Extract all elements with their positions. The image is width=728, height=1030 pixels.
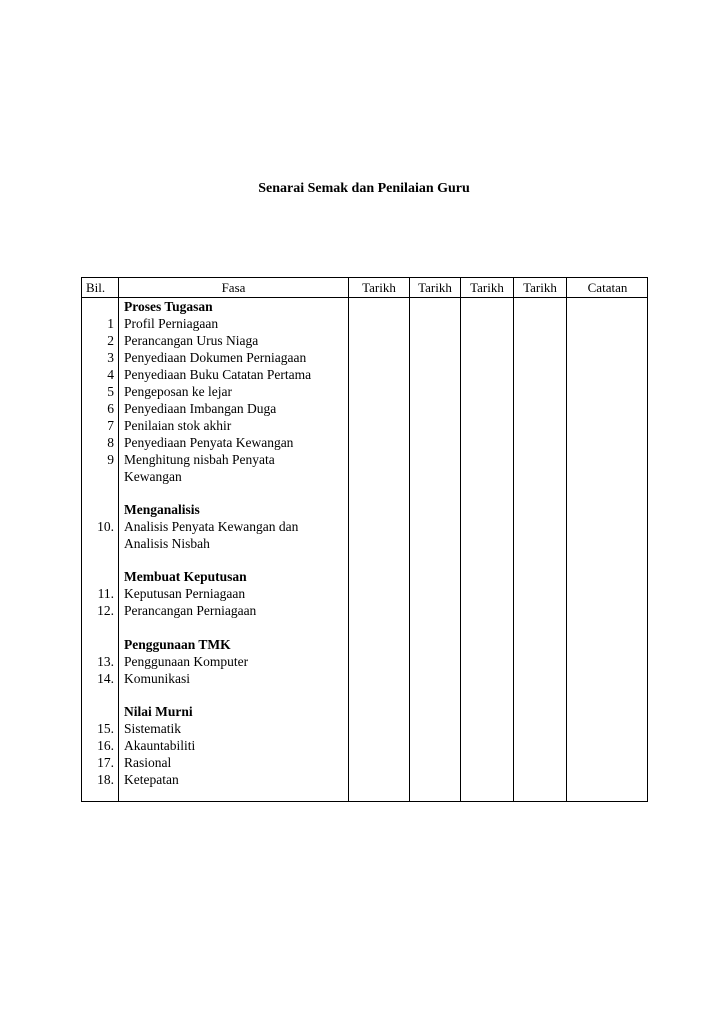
- section-heading: Penggunaan TMK: [124, 637, 231, 652]
- header-tarikh-1: Tarikh: [362, 280, 396, 295]
- row-label: Profil Perniagaan: [124, 316, 219, 331]
- row-number: 17.: [97, 755, 114, 770]
- section-heading: Menganalisis: [124, 502, 200, 517]
- header-fasa: Fasa: [221, 280, 246, 295]
- row-number: 16.: [97, 738, 114, 753]
- column-divider: [118, 278, 119, 801]
- row-label: Menghitung nisbah Penyata Kewangan: [124, 452, 275, 484]
- row-number: 15.: [97, 721, 114, 736]
- row-number: 2: [107, 333, 114, 348]
- row-number: 14.: [97, 671, 114, 686]
- row-label: Perancangan Perniagaan: [124, 603, 257, 618]
- header-tarikh-3: Tarikh: [470, 280, 504, 295]
- row-label: Penyediaan Imbangan Duga: [124, 401, 277, 416]
- row-number: 13.: [97, 654, 114, 669]
- row-label: Penggunaan Komputer: [124, 654, 249, 669]
- row-label: Keputusan Perniagaan: [124, 586, 246, 601]
- row-label: Sistematik: [124, 721, 181, 736]
- header-tarikh-4: Tarikh: [523, 280, 557, 295]
- row-number: 18.: [97, 772, 114, 787]
- column-divider: [513, 278, 514, 801]
- header-bil: Bil.: [86, 280, 106, 295]
- checklist-table: [81, 277, 648, 802]
- row-number: 3: [107, 350, 114, 365]
- row-label: Penyediaan Penyata Kewangan: [124, 435, 294, 450]
- row-label: Penyediaan Dokumen Perniagaan: [124, 350, 307, 365]
- row-label: Akauntabiliti: [124, 738, 196, 753]
- column-divider: [566, 278, 567, 801]
- row-number: 5: [107, 384, 114, 399]
- row-number: 12.: [97, 603, 114, 618]
- row-label: Analisis Penyata Kewangan dan Analisis Nisbah: [124, 519, 299, 551]
- column-divider: [460, 278, 461, 801]
- section-heading: Nilai Murni: [124, 704, 193, 719]
- row-number: 6: [107, 401, 114, 416]
- row-number: 7: [107, 418, 114, 433]
- header-catatan: Catatan: [587, 280, 628, 295]
- row-label: Ketepatan: [124, 772, 179, 787]
- row-label: Rasional: [124, 755, 172, 770]
- row-number: 1: [107, 316, 114, 331]
- row-label: Komunikasi: [124, 671, 190, 686]
- row-label: Penyediaan Buku Catatan Pertama: [124, 367, 312, 382]
- page-title: Senarai Semak dan Penilaian Guru: [258, 181, 470, 196]
- column-divider: [409, 278, 410, 801]
- row-label: Perancangan Urus Niaga: [124, 333, 259, 348]
- row-number: 4: [107, 367, 114, 382]
- row-number: 10.: [97, 519, 114, 534]
- header-tarikh-2: Tarikh: [418, 280, 452, 295]
- row-number: 9: [107, 452, 114, 467]
- section-heading: Proses Tugasan: [124, 299, 213, 314]
- section-heading: Membuat Keputusan: [124, 569, 247, 584]
- row-label: Penilaian stok akhir: [124, 418, 232, 433]
- row-label: Pengeposan ke lejar: [124, 384, 232, 399]
- row-number: 11.: [97, 586, 114, 601]
- row-number: 8: [107, 435, 114, 450]
